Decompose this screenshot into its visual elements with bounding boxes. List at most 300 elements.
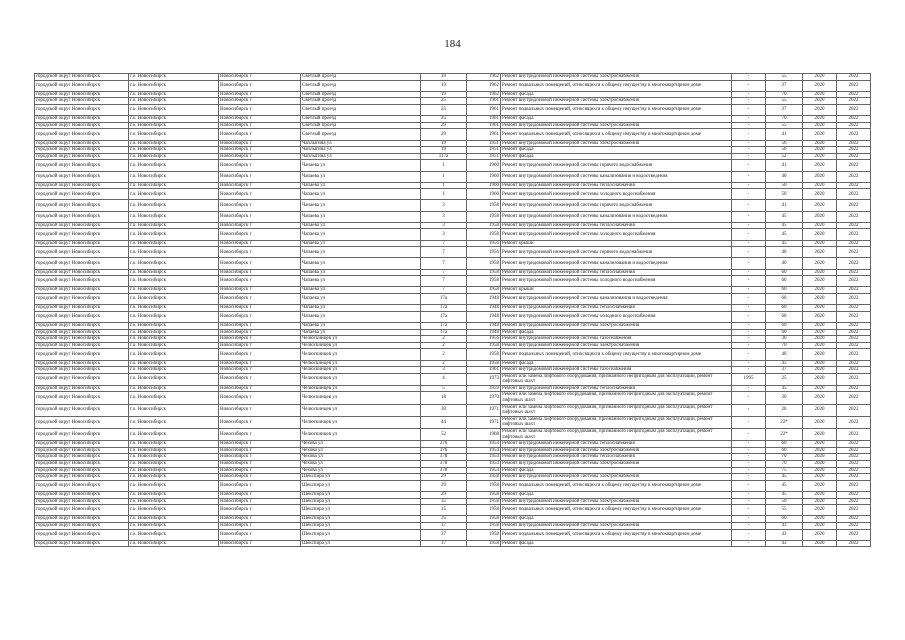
- table-row: [35, 329, 871, 336]
- work-type-cell: Ремонт внутридомовой инженерной системы теплоснабжения: [501, 305, 732, 312]
- house-number-cell: 37: [421, 522, 467, 529]
- wear-percent-cell: 45: [766, 229, 803, 240]
- work-type-cell: Ремонт фасада: [501, 329, 732, 336]
- work-type-cell: Ремонт внутридомовой инженерной системы холодного водоснабжения: [501, 311, 732, 322]
- end-year-cell: 2022: [837, 336, 871, 343]
- street-cell: Светлый проезд: [301, 129, 421, 140]
- house-number-cell: 376: [421, 447, 467, 454]
- municipality-cell: городской округ Новосибирск: [35, 474, 129, 481]
- wear-percent-cell: 56: [766, 147, 803, 154]
- lift-year-cell: -: [732, 447, 766, 454]
- district-cell: г.о. Новосибирск: [129, 222, 219, 229]
- house-number-cell: 37: [421, 529, 467, 540]
- city-cell: Новосибирск г: [219, 305, 301, 312]
- table-row: [35, 467, 871, 474]
- build-year-cell: 1962: [467, 74, 501, 81]
- table-row: [35, 189, 871, 200]
- start-year-cell: 2020: [803, 529, 837, 540]
- start-year-cell: 2020: [803, 367, 837, 374]
- work-type-cell: Ремонт внутридомовой инженерной системы канализования и водоотведения: [501, 293, 732, 304]
- municipality-cell: городской округ Новосибирск: [35, 498, 129, 505]
- build-year-cell: 1961: [467, 129, 501, 140]
- end-year-cell: 2022: [837, 247, 871, 258]
- district-cell: г.о. Новосибирск: [129, 74, 219, 81]
- district-cell: г.о. Новосибирск: [129, 516, 219, 523]
- wear-percent-cell: 70: [766, 116, 803, 123]
- work-type-cell: Ремонт фасада: [501, 516, 732, 523]
- lift-year-cell: -: [732, 147, 766, 154]
- start-year-cell: 2020: [803, 74, 837, 81]
- street-cell: Чапаева ул: [301, 200, 421, 211]
- district-cell: г.о. Новосибирск: [129, 404, 219, 416]
- build-year-cell: 1956: [467, 336, 501, 343]
- repair-schedule-table: [34, 73, 871, 547]
- start-year-cell: 2020: [803, 276, 837, 287]
- lift-year-cell: -: [732, 516, 766, 523]
- district-cell: г.о. Новосибирск: [129, 342, 219, 349]
- city-cell: Новосибирск г: [219, 498, 301, 505]
- lift-year-cell: -: [732, 240, 766, 247]
- street-cell: Шекспира ул: [301, 522, 421, 529]
- city-cell: Новосибирск г: [219, 416, 301, 428]
- end-year-cell: 2022: [837, 269, 871, 276]
- city-cell: Новосибирск г: [219, 349, 301, 360]
- street-cell: Чапаева ул: [301, 293, 421, 304]
- work-type-cell: Ремонт внутридомовой инженерной системы электроснабжения: [501, 461, 732, 468]
- start-year-cell: 2020: [803, 461, 837, 468]
- city-cell: Новосибирск г: [219, 116, 301, 123]
- house-number-cell: 378: [421, 454, 467, 461]
- wear-percent-cell: 41: [766, 200, 803, 211]
- city-cell: Новосибирск г: [219, 229, 301, 240]
- city-cell: Новосибирск г: [219, 293, 301, 304]
- district-cell: г.о. Новосибирск: [129, 385, 219, 392]
- wear-percent-cell: 45: [766, 474, 803, 481]
- city-cell: Новосибирск г: [219, 129, 301, 140]
- build-year-cell: 1958: [467, 222, 501, 229]
- district-cell: г.о. Новосибирск: [129, 505, 219, 516]
- build-year-cell: 1959: [467, 385, 501, 392]
- street-cell: Чапаева ул: [301, 269, 421, 276]
- work-type-cell: Ремонт внутридомовой инженерной системы электроснабжения: [501, 140, 732, 147]
- lift-year-cell: -: [732, 222, 766, 229]
- end-year-cell: 2022: [837, 287, 871, 294]
- city-cell: Новосибирск г: [219, 91, 301, 98]
- work-type-cell: Ремонт внутридомовой инженерной системы электроснабжения: [501, 342, 732, 349]
- wear-percent-cell: 50: [766, 498, 803, 505]
- table-row: [35, 498, 871, 505]
- district-cell: г.о. Новосибирск: [129, 329, 219, 336]
- wear-percent-cell: 36: [766, 336, 803, 343]
- city-cell: Новосибирск г: [219, 367, 301, 374]
- street-cell: Чапаева ул: [301, 329, 421, 336]
- start-year-cell: 2020: [803, 116, 837, 123]
- build-year-cell: 1960: [467, 189, 501, 200]
- district-cell: г.о. Новосибирск: [129, 80, 219, 91]
- wear-percent-cell: 45: [766, 360, 803, 367]
- build-year-cell: 1962: [467, 80, 501, 91]
- end-year-cell: 2022: [837, 91, 871, 98]
- street-cell: Чехова ул: [301, 441, 421, 448]
- table-row: [35, 160, 871, 171]
- district-cell: г.о. Новосибирск: [129, 147, 219, 154]
- work-type-cell: Ремонт внутридомовой инженерной системы электроснабжения: [501, 474, 732, 481]
- lift-year-cell: -: [732, 287, 766, 294]
- lift-year-cell: -: [732, 491, 766, 498]
- end-year-cell: 2022: [837, 373, 871, 385]
- build-year-cell: 1968: [467, 429, 501, 441]
- table-row: [35, 116, 871, 123]
- lift-year-cell: -: [732, 461, 766, 468]
- municipality-cell: городской округ Новосибирск: [35, 269, 129, 276]
- end-year-cell: 2022: [837, 429, 871, 441]
- district-cell: г.о. Новосибирск: [129, 447, 219, 454]
- work-type-cell: Ремонт фасада: [501, 467, 732, 474]
- build-year-cell: 1956: [467, 247, 501, 258]
- start-year-cell: 2020: [803, 322, 837, 329]
- street-cell: Шекспира ул: [301, 540, 421, 547]
- municipality-cell: городской округ Новосибирск: [35, 171, 129, 182]
- table-row: [35, 153, 871, 160]
- build-year-cell: 1948: [467, 322, 501, 329]
- table-row: [35, 305, 871, 312]
- lift-year-cell: -: [732, 211, 766, 222]
- start-year-cell: 2020: [803, 247, 837, 258]
- house-number-cell: 29: [421, 122, 467, 129]
- table-row: [35, 182, 871, 189]
- city-cell: Новосибирск г: [219, 104, 301, 115]
- start-year-cell: 2020: [803, 329, 837, 336]
- end-year-cell: 2022: [837, 140, 871, 147]
- work-type-cell: Ремонт внутридомовой инженерной системы холодного водоснабжения: [501, 189, 732, 200]
- start-year-cell: 2020: [803, 373, 837, 385]
- work-type-cell: Ремонт внутридомовой инженерной системы электроснабжения: [501, 522, 732, 529]
- city-cell: Новосибирск г: [219, 467, 301, 474]
- build-year-cell: 1958: [467, 491, 501, 498]
- end-year-cell: 2022: [837, 342, 871, 349]
- build-year-cell: 1954: [467, 447, 501, 454]
- street-cell: Чаплыгина ул: [301, 147, 421, 154]
- street-cell: Шекспира ул: [301, 474, 421, 481]
- lift-year-cell: -: [732, 429, 766, 441]
- municipality-cell: городской округ Новосибирск: [35, 342, 129, 349]
- wear-percent-cell: 25: [766, 373, 803, 385]
- city-cell: Новосибирск г: [219, 200, 301, 211]
- municipality-cell: городской округ Новосибирск: [35, 373, 129, 385]
- district-cell: г.о. Новосибирск: [129, 293, 219, 304]
- build-year-cell: 1951: [467, 140, 501, 147]
- street-cell: Челюскинцев ул: [301, 429, 421, 441]
- start-year-cell: 2020: [803, 129, 837, 140]
- street-cell: Чехова ул: [301, 461, 421, 468]
- page-number: 184: [444, 38, 461, 50]
- city-cell: Новосибирск г: [219, 385, 301, 392]
- lift-year-cell: -: [732, 404, 766, 416]
- municipality-cell: городской округ Новосибирск: [35, 182, 129, 189]
- table-row: [35, 491, 871, 498]
- end-year-cell: 2022: [837, 122, 871, 129]
- work-type-cell: Ремонт фасада: [501, 153, 732, 160]
- build-year-cell: 1956: [467, 240, 501, 247]
- city-cell: Новосибирск г: [219, 447, 301, 454]
- wear-percent-cell: 75: [766, 467, 803, 474]
- end-year-cell: 2022: [837, 116, 871, 123]
- house-number-cell: 17а: [421, 305, 467, 312]
- build-year-cell: 1958: [467, 276, 501, 287]
- lift-year-cell: -: [732, 311, 766, 322]
- work-type-cell: Ремонт внутридомовой инженерной системы газоснабжения: [501, 336, 732, 343]
- start-year-cell: 2020: [803, 211, 837, 222]
- wear-percent-cell: 43: [766, 522, 803, 529]
- work-type-cell: Ремонт или замена лифтового оборудования, признанного непригодным для эксплуатации, ремонт лифтовых шахт: [501, 392, 732, 404]
- lift-year-cell: -: [732, 349, 766, 360]
- build-year-cell: 1958: [467, 540, 501, 547]
- lift-year-cell: -: [732, 140, 766, 147]
- street-cell: Чехова ул: [301, 467, 421, 474]
- house-number-cell: 18: [421, 392, 467, 404]
- wear-percent-cell: 70: [766, 342, 803, 349]
- lift-year-cell: -: [732, 276, 766, 287]
- table-row: [35, 349, 871, 360]
- street-cell: Чаплыгина ул: [301, 140, 421, 147]
- table-row: [35, 258, 871, 269]
- district-cell: г.о. Новосибирск: [129, 454, 219, 461]
- lift-year-cell: -: [732, 171, 766, 182]
- municipality-cell: городской округ Новосибирск: [35, 98, 129, 105]
- municipality-cell: городской округ Новосибирск: [35, 416, 129, 428]
- municipality-cell: городской округ Новосибирск: [35, 336, 129, 343]
- street-cell: Шекспира ул: [301, 516, 421, 523]
- table-row: [35, 122, 871, 129]
- build-year-cell: 1958: [467, 342, 501, 349]
- work-type-cell: Ремонт фасада: [501, 540, 732, 547]
- municipality-cell: городской округ Новосибирск: [35, 287, 129, 294]
- wear-percent-cell: 45: [766, 491, 803, 498]
- house-number-cell: 2: [421, 349, 467, 360]
- house-number-cell: 37: [421, 540, 467, 547]
- start-year-cell: 2020: [803, 171, 837, 182]
- start-year-cell: 2020: [803, 336, 837, 343]
- house-number-cell: 2: [421, 360, 467, 367]
- house-number-cell: 1: [421, 182, 467, 189]
- district-cell: г.о. Новосибирск: [129, 367, 219, 374]
- street-cell: Челюскинцев ул: [301, 416, 421, 428]
- city-cell: Новосибирск г: [219, 461, 301, 468]
- build-year-cell: 1958: [467, 529, 501, 540]
- street-cell: Чапаева ул: [301, 305, 421, 312]
- street-cell: Челюскинцев ул: [301, 385, 421, 392]
- work-type-cell: Ремонт внутридомовой инженерной системы канализования и водоотведения: [501, 171, 732, 182]
- table-row: [35, 171, 871, 182]
- municipality-cell: городской округ Новосибирск: [35, 140, 129, 147]
- lift-year-cell: -: [732, 129, 766, 140]
- street-cell: Чапаева ул: [301, 211, 421, 222]
- city-cell: Новосибирск г: [219, 74, 301, 81]
- city-cell: Новосибирск г: [219, 505, 301, 516]
- house-number-cell: 19: [421, 80, 467, 91]
- table-row: [35, 529, 871, 540]
- district-cell: г.о. Новосибирск: [129, 104, 219, 115]
- build-year-cell: 1958: [467, 258, 501, 269]
- table-row: [35, 373, 871, 385]
- build-year-cell: 1958: [467, 480, 501, 491]
- municipality-cell: городской округ Новосибирск: [35, 247, 129, 258]
- district-cell: г.о. Новосибирск: [129, 529, 219, 540]
- build-year-cell: 1971: [467, 404, 501, 416]
- start-year-cell: 2020: [803, 240, 837, 247]
- house-number-cell: 2: [421, 342, 467, 349]
- build-year-cell: 1958: [467, 349, 501, 360]
- district-cell: г.о. Новосибирск: [129, 287, 219, 294]
- wear-percent-cell: 22*: [766, 416, 803, 428]
- lift-year-cell: -: [732, 498, 766, 505]
- lift-year-cell: -: [732, 360, 766, 367]
- city-cell: Новосибирск г: [219, 171, 301, 182]
- start-year-cell: 2020: [803, 454, 837, 461]
- municipality-cell: городской округ Новосибирск: [35, 447, 129, 454]
- house-number-cell: 1: [421, 160, 467, 171]
- start-year-cell: 2020: [803, 349, 837, 360]
- end-year-cell: 2022: [837, 416, 871, 428]
- municipality-cell: городской округ Новосибирск: [35, 349, 129, 360]
- municipality-cell: городской округ Новосибирск: [35, 91, 129, 98]
- lift-year-cell: -: [732, 258, 766, 269]
- start-year-cell: 2020: [803, 480, 837, 491]
- table-row: [35, 540, 871, 547]
- end-year-cell: 2022: [837, 529, 871, 540]
- house-number-cell: 19: [421, 140, 467, 147]
- table-row: [35, 293, 871, 304]
- start-year-cell: 2020: [803, 429, 837, 441]
- district-cell: г.о. Новосибирск: [129, 522, 219, 529]
- district-cell: г.о. Новосибирск: [129, 98, 219, 105]
- city-cell: Новосибирск г: [219, 474, 301, 481]
- work-type-cell: Ремонт внутридомовой инженерной системы газоснабжения: [501, 367, 732, 374]
- lift-year-cell: -: [732, 200, 766, 211]
- end-year-cell: 2022: [837, 474, 871, 481]
- end-year-cell: 2022: [837, 98, 871, 105]
- city-cell: Новосибирск г: [219, 311, 301, 322]
- start-year-cell: 2020: [803, 182, 837, 189]
- start-year-cell: 2020: [803, 385, 837, 392]
- street-cell: Чапаева ул: [301, 240, 421, 247]
- build-year-cell: 1971: [467, 416, 501, 428]
- municipality-cell: городской округ Новосибирск: [35, 505, 129, 516]
- municipality-cell: городской округ Новосибирск: [35, 329, 129, 336]
- municipality-cell: городской округ Новосибирск: [35, 367, 129, 374]
- district-cell: г.о. Новосибирск: [129, 305, 219, 312]
- wear-percent-cell: 41: [766, 160, 803, 171]
- build-year-cell: 1960: [467, 182, 501, 189]
- wear-percent-cell: 30: [766, 392, 803, 404]
- street-cell: Чапаева ул: [301, 160, 421, 171]
- municipality-cell: городской округ Новосибирск: [35, 153, 129, 160]
- end-year-cell: 2022: [837, 104, 871, 115]
- street-cell: Чапаева ул: [301, 182, 421, 189]
- table-row: [35, 360, 871, 367]
- house-number-cell: 378: [421, 467, 467, 474]
- start-year-cell: 2020: [803, 287, 837, 294]
- start-year-cell: 2020: [803, 140, 837, 147]
- table-row: [35, 516, 871, 523]
- wear-percent-cell: 70: [766, 461, 803, 468]
- city-cell: Новосибирск г: [219, 441, 301, 448]
- house-number-cell: 3: [421, 367, 467, 374]
- wear-percent-cell: 37: [766, 80, 803, 91]
- city-cell: Новосибирск г: [219, 258, 301, 269]
- house-number-cell: 25: [421, 116, 467, 123]
- lift-year-cell: -: [732, 392, 766, 404]
- end-year-cell: 2022: [837, 171, 871, 182]
- work-type-cell: Ремонт внутридомовой инженерной системы холодного водоснабжения: [501, 276, 732, 287]
- municipality-cell: городской округ Новосибирск: [35, 491, 129, 498]
- municipality-cell: городской округ Новосибирск: [35, 104, 129, 115]
- house-number-cell: 25: [421, 104, 467, 115]
- house-number-cell: 7: [421, 276, 467, 287]
- lift-year-cell: -: [732, 367, 766, 374]
- wear-percent-cell: 60: [766, 441, 803, 448]
- district-cell: г.о. Новосибирск: [129, 200, 219, 211]
- street-cell: Светлый проезд: [301, 80, 421, 91]
- house-number-cell: 7: [421, 287, 467, 294]
- work-type-cell: Ремонт внутридомовой инженерной системы горячего водоснабжения: [501, 160, 732, 171]
- municipality-cell: городской округ Новосибирск: [35, 80, 129, 91]
- work-type-cell: Ремонт внутридомовой инженерной системы теплоснабжения: [501, 222, 732, 229]
- district-cell: г.о. Новосибирск: [129, 160, 219, 171]
- wear-percent-cell: 20: [766, 404, 803, 416]
- build-year-cell: 1958: [467, 200, 501, 211]
- work-type-cell: Ремонт внутридомовой инженерной системы горячего водоснабжения: [501, 200, 732, 211]
- work-type-cell: Ремонт фасада: [501, 360, 732, 367]
- municipality-cell: городской округ Новосибирск: [35, 229, 129, 240]
- district-cell: г.о. Новосибирск: [129, 247, 219, 258]
- wear-percent-cell: 45: [766, 222, 803, 229]
- city-cell: Новосибирск г: [219, 516, 301, 523]
- start-year-cell: 2020: [803, 98, 837, 105]
- street-cell: Чапаева ул: [301, 287, 421, 294]
- municipality-cell: городской округ Новосибирск: [35, 441, 129, 448]
- build-year-cell: 1970: [467, 392, 501, 404]
- build-year-cell: 1958: [467, 287, 501, 294]
- lift-year-cell: -: [732, 322, 766, 329]
- city-cell: Новосибирск г: [219, 269, 301, 276]
- work-type-cell: Ремонт внутридомовой инженерной системы электроснабжения: [501, 498, 732, 505]
- lift-year-cell: -: [732, 98, 766, 105]
- start-year-cell: 2020: [803, 80, 837, 91]
- end-year-cell: 2022: [837, 505, 871, 516]
- municipality-cell: городской округ Новосибирск: [35, 322, 129, 329]
- lift-year-cell: -: [732, 80, 766, 91]
- table-row: [35, 441, 871, 448]
- start-year-cell: 2020: [803, 305, 837, 312]
- build-year-cell: 1962: [467, 91, 501, 98]
- build-year-cell: 1951: [467, 153, 501, 160]
- build-year-cell: 1951: [467, 147, 501, 154]
- end-year-cell: 2022: [837, 80, 871, 91]
- house-number-cell: 35: [421, 498, 467, 505]
- lift-year-cell: -: [732, 247, 766, 258]
- table-row: [35, 505, 871, 516]
- work-type-cell: Ремонт подвальных помещений, относящихся к общему имуществу в многоквартирном доме: [501, 480, 732, 491]
- start-year-cell: 2020: [803, 91, 837, 98]
- table-row: [35, 104, 871, 115]
- start-year-cell: 2020: [803, 491, 837, 498]
- table-row: [35, 447, 871, 454]
- city-cell: Новосибирск г: [219, 147, 301, 154]
- city-cell: Новосибирск г: [219, 287, 301, 294]
- house-number-cell: 19: [421, 147, 467, 154]
- municipality-cell: городской округ Новосибирск: [35, 461, 129, 468]
